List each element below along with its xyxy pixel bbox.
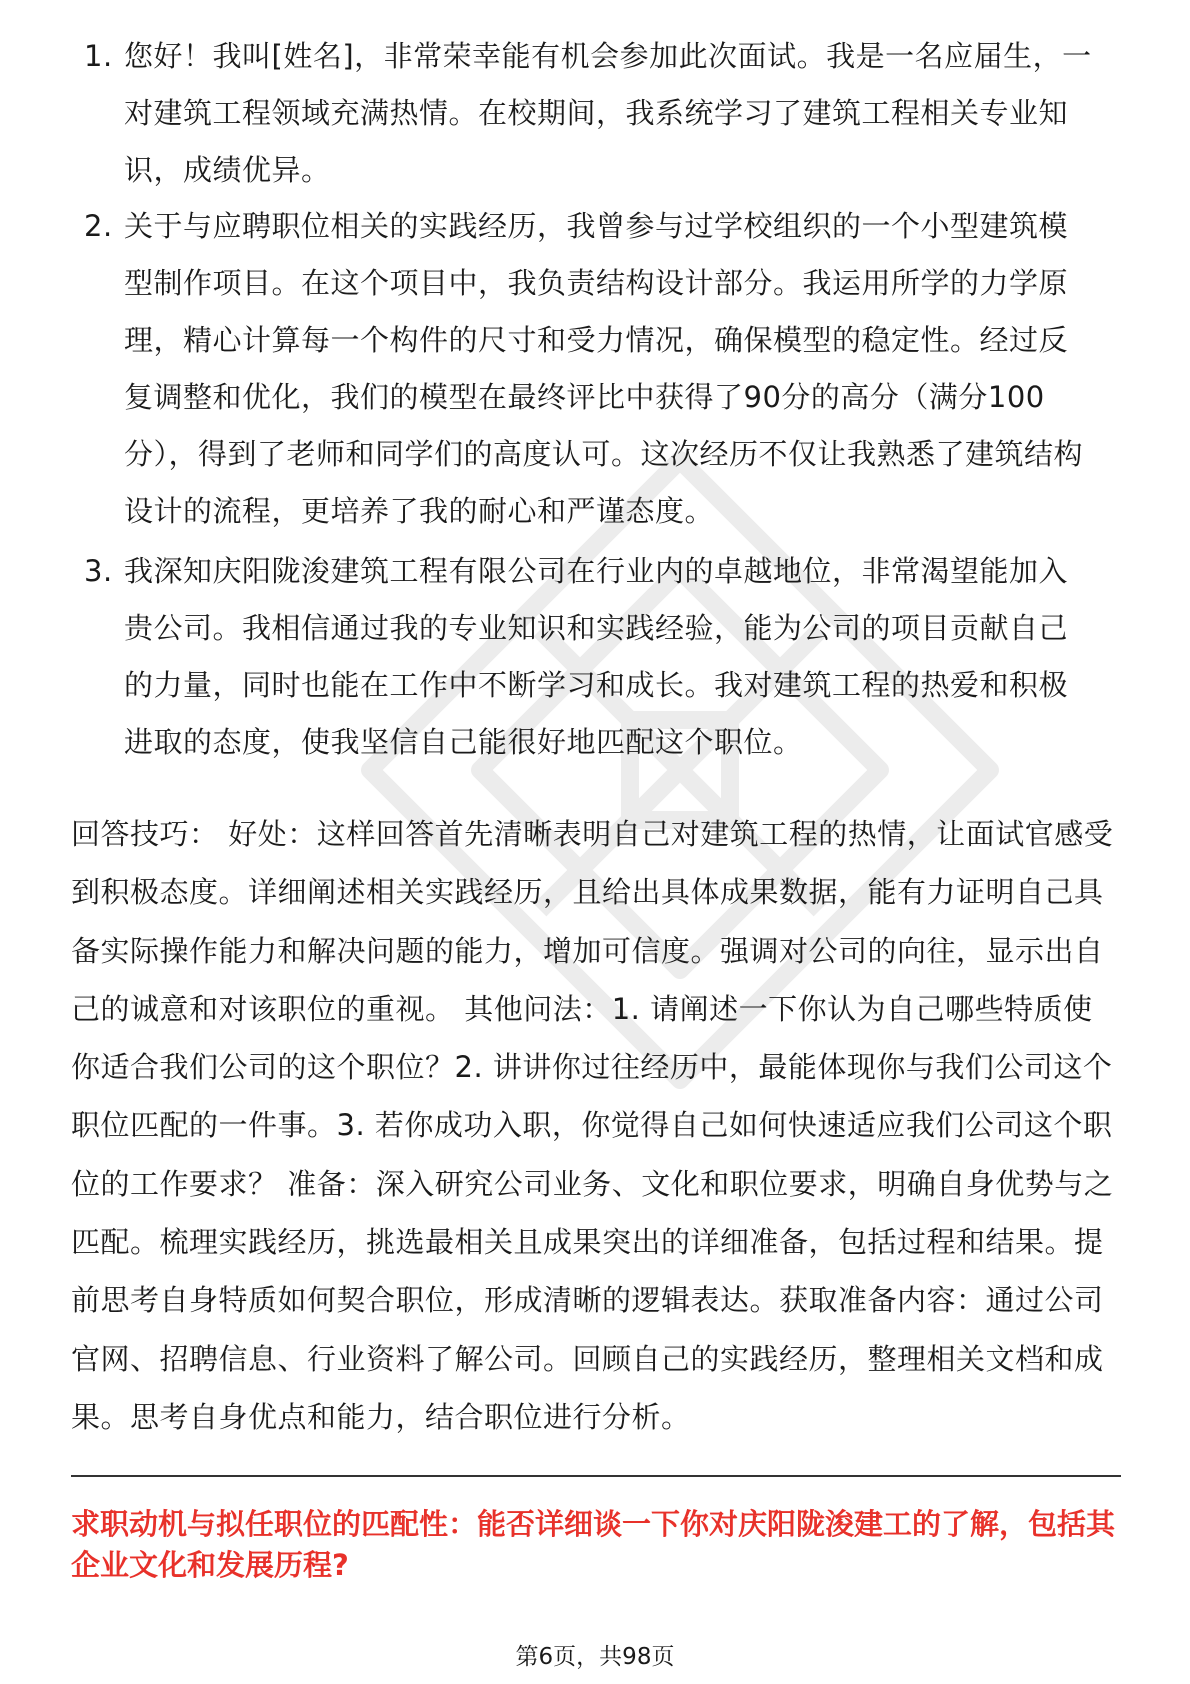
answer-point-3-text: 我深知庆阳陇浚建筑工程有限公司在行业内的卓越地位，非常渴望能加入贵公司。我相信通过我的专业知识和实践经验，能为公司的项目贡献自己的力量，同时也能在工作中不断学习和成长。我对建筑工程的热爱和积极进取的态度，使我坚信自己能很好地匹配这个职位。 <box>124 554 1069 759</box>
answer-point-1-number: 1. <box>84 39 113 72</box>
next-question-heading: 求职动机与拟任职位的匹配性：能否详细谈一下你对庆阳陇浚建工的了解，包括其企业文化和发展历程? <box>71 1507 1116 1582</box>
answer-point-1-clipped-text: 您好！我叫[姓名]，非常荣幸能有机会参加此次面试。我是一名应届生，一 <box>124 39 1092 72</box>
clipped-top-line <box>0 0 1190 72</box>
answer-point-2 <box>84 198 1094 540</box>
answer-point-3-number: 3. <box>84 554 113 588</box>
page-number-footer: 第6页，共98页 <box>515 1644 675 1670</box>
answer-point-2-text: 关于与应聘职位相关的实践经历，我曾参与过学校组织的一个小型建筑模型制作项目。在这个项目中，我负责结构设计部分。我运用所学的力学原理，精心计算每一个构件的尺寸和受力情况，确保模型的稳定性。经过反复调整和优化，我们的模型在最终评比中获得了90分的高分（满分100分），得到了老师和同学们的高度认可。这次经历不仅让我熟悉了建筑结构设计的流程，更培养了我的耐心和严谨态度。 <box>124 209 1084 528</box>
section-divider <box>71 1475 1121 1477</box>
answer-point-1-clipped <box>84 28 1094 72</box>
answer-point-3 <box>84 543 1094 771</box>
answer-point-1 <box>84 85 1094 199</box>
answer-tips-paragraph: 回答技巧： 好处：这样回答首先清晰表明自己对建筑工程的热情，让面试官感受到积极态度。详细阐述相关实践经历，且给出具体成果数据，能有力证明自己具备实际操作能力和解决问题的能力，增加可信度。强调对公司的向往，显示出自己的诚意和对该职位的重视。 其他问法：1. 请阐述一下你认为自己哪些特质使你适合我们公司的这个职位？2. 讲讲你过往经历中，最能体现你与我们公司这个职位匹配的一件事。3. 若你成功入职，你觉得自己如何快速适应我们公司这个职位的工作要求？ 准备：深入研究公司业务、文化和职位要求，明确自身优势与之匹配。梳理实践经历，挑选最相关且成果突出的详细准备，包括过程和结果。提前思考自身特质如何契合职位，形成清晰的逻辑表达。获取准备内容：通过公司官网、招聘信息、行业资料了解公司。回顾自己的实践经历，整理相关文档和成果。思考自身优点和能力，结合职位进行分析。 <box>71 817 1114 1434</box>
answer-point-1-text: 对建筑工程领域充满热情。在校期间，我系统学习了建筑工程相关专业知识，成绩优异。 <box>124 96 1069 187</box>
answer-point-2-number: 2. <box>84 209 113 243</box>
